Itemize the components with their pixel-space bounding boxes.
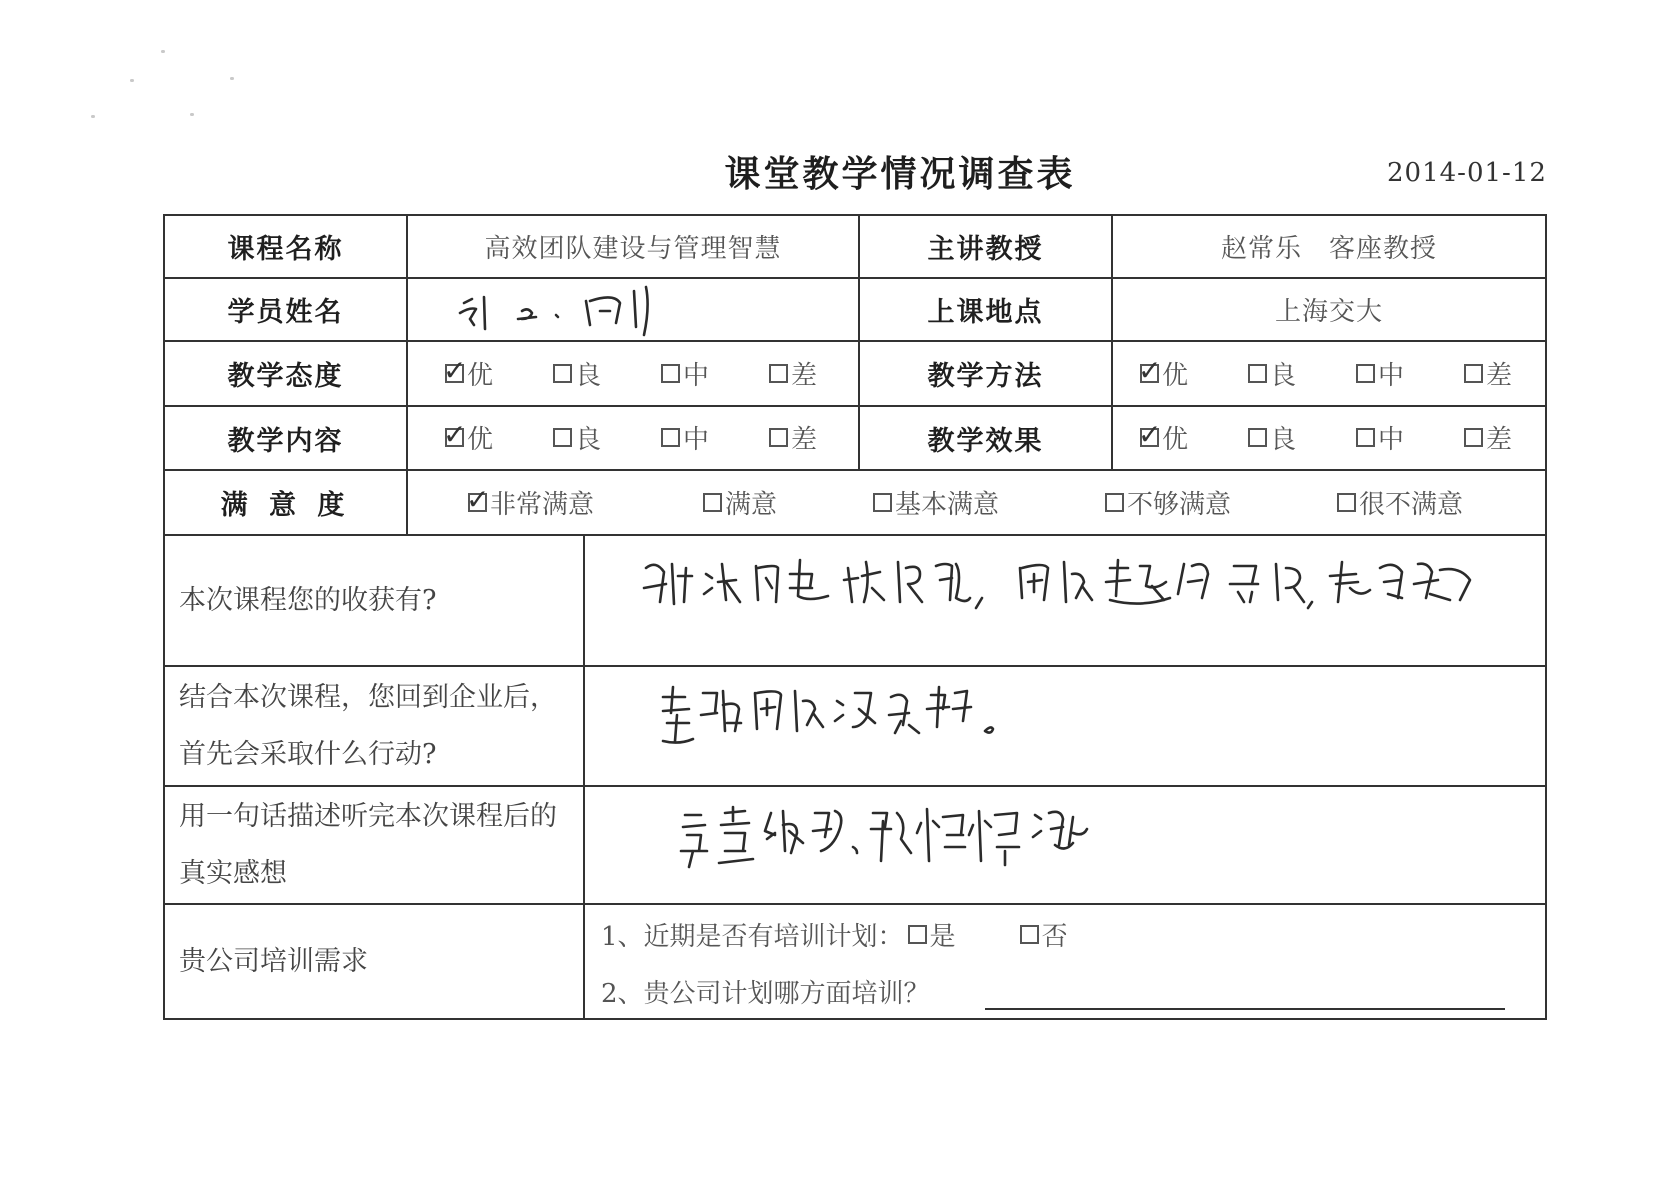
checkbox[interactable] xyxy=(1105,493,1124,512)
checkbox[interactable] xyxy=(769,428,788,447)
satisfaction-option-very-unsatisfied[interactable]: 很不满意 xyxy=(1337,484,1463,521)
gain-answer-field[interactable] xyxy=(585,536,1545,665)
attitude-option-excellent[interactable]: ✓ 优 xyxy=(443,354,494,391)
scan-speck xyxy=(91,115,95,118)
method-option-medium[interactable]: 中 xyxy=(1356,355,1404,392)
student-name-label: 学员姓名 xyxy=(227,297,344,328)
method-option-poor[interactable]: 差 xyxy=(1464,355,1512,392)
checkbox[interactable] xyxy=(661,428,680,447)
checkbox[interactable] xyxy=(769,364,788,383)
course-name-label: 课程名称 xyxy=(227,234,344,265)
checkbox[interactable] xyxy=(466,483,490,516)
effect-option-excellent[interactable]: ✓ 优 xyxy=(1138,418,1189,455)
effect-option-good[interactable]: 良 xyxy=(1248,419,1296,456)
training-area-input[interactable] xyxy=(985,973,1505,1007)
handwritten-gain-answer xyxy=(640,554,1480,634)
effect-option-medium[interactable]: 中 xyxy=(1356,419,1404,456)
training-plan-question: 1、近期是否有培训计划： 是 否 xyxy=(601,922,1068,952)
satisfaction-label: 满 意 度 xyxy=(220,490,351,521)
action-answer-field[interactable] xyxy=(585,667,1545,785)
satisfaction-option-satisfied[interactable]: 满意 xyxy=(703,484,777,521)
checkbox[interactable] xyxy=(1464,428,1483,447)
scan-speck xyxy=(161,50,165,53)
attitude-label: 教学态度 xyxy=(227,361,344,392)
training-area-underline xyxy=(985,1008,1505,1010)
checkmark-icon: ✓ xyxy=(1138,354,1162,387)
handwritten-action-answer xyxy=(657,681,1057,751)
method-option-good[interactable]: 良 xyxy=(1248,355,1296,392)
checkmark-icon: ✓ xyxy=(466,483,490,516)
action-question: 结合本次课程，您回到企业后，首先会采取什么行动? xyxy=(179,682,557,770)
training-area-question: 2、贵公司计划哪方面培训？ xyxy=(601,979,930,1009)
checkmark-icon: ✓ xyxy=(443,354,467,387)
scan-speck xyxy=(190,113,194,116)
effect-label: 教学效果 xyxy=(927,425,1044,457)
venue-label: 上课地点 xyxy=(927,297,1044,328)
satisfaction-option-basic[interactable]: 基本满意 xyxy=(873,484,999,521)
effect-option-poor[interactable]: 差 xyxy=(1464,419,1512,456)
checkbox[interactable] xyxy=(908,925,927,944)
scan-speck xyxy=(230,77,234,80)
checkbox[interactable] xyxy=(1248,428,1267,447)
form-date: 2014-01-12 xyxy=(1387,158,1547,188)
student-name-field[interactable] xyxy=(408,279,858,340)
checkbox[interactable] xyxy=(703,493,722,512)
checkbox[interactable] xyxy=(661,364,680,383)
checkbox[interactable] xyxy=(1464,364,1483,383)
method-option-excellent[interactable]: ✓ 优 xyxy=(1138,354,1189,391)
lecturer-label: 主讲教授 xyxy=(927,234,1044,265)
checkbox[interactable] xyxy=(1138,418,1162,451)
feeling-question: 用一句话描述听完本次课程后的真实感想 xyxy=(179,801,557,889)
checkbox[interactable] xyxy=(873,493,892,512)
satisfaction-option-very[interactable]: ✓ 非常满意 xyxy=(466,483,595,520)
checkbox[interactable] xyxy=(1356,428,1375,447)
gain-question: 本次课程您的收获有? xyxy=(179,585,437,616)
content-option-excellent[interactable]: ✓ 优 xyxy=(443,418,494,455)
course-name-value: 高效团队建设与管理智慧 xyxy=(484,234,782,264)
lecturer-value: 赵常乐 客座教授 xyxy=(1220,234,1437,264)
checkmark-icon: ✓ xyxy=(1138,418,1162,451)
checkbox[interactable] xyxy=(443,354,467,387)
content-option-poor[interactable]: 差 xyxy=(769,419,817,456)
content-label: 教学内容 xyxy=(227,425,344,457)
checkmark-icon: ✓ xyxy=(443,418,467,451)
feeling-answer-field[interactable] xyxy=(585,787,1545,903)
checkbox[interactable] xyxy=(1337,493,1356,512)
survey-form xyxy=(163,214,1547,1020)
form-title: 课堂教学情况调查表 xyxy=(724,154,1076,195)
handwritten-feeling-answer xyxy=(675,803,1095,883)
attitude-option-good[interactable]: 良 xyxy=(553,355,601,392)
training-needs-label: 贵公司培训需求 xyxy=(179,946,368,977)
checkbox[interactable] xyxy=(1356,364,1375,383)
satisfaction-option-insufficient[interactable]: 不够满意 xyxy=(1105,484,1231,521)
content-option-medium[interactable]: 中 xyxy=(661,419,709,456)
content-option-good[interactable]: 良 xyxy=(553,419,601,456)
checkbox[interactable] xyxy=(443,418,467,451)
checkbox[interactable] xyxy=(1138,354,1162,387)
scan-speck xyxy=(130,79,134,82)
checkbox[interactable] xyxy=(1248,364,1267,383)
method-label: 教学方法 xyxy=(927,361,1044,392)
checkbox[interactable] xyxy=(553,428,572,447)
checkbox[interactable] xyxy=(1020,925,1039,944)
attitude-option-poor[interactable]: 差 xyxy=(769,355,817,392)
handwritten-student-name xyxy=(448,285,688,341)
venue-value: 上海交大 xyxy=(1274,297,1383,327)
attitude-option-medium[interactable]: 中 xyxy=(661,355,709,392)
checkbox[interactable] xyxy=(553,364,572,383)
